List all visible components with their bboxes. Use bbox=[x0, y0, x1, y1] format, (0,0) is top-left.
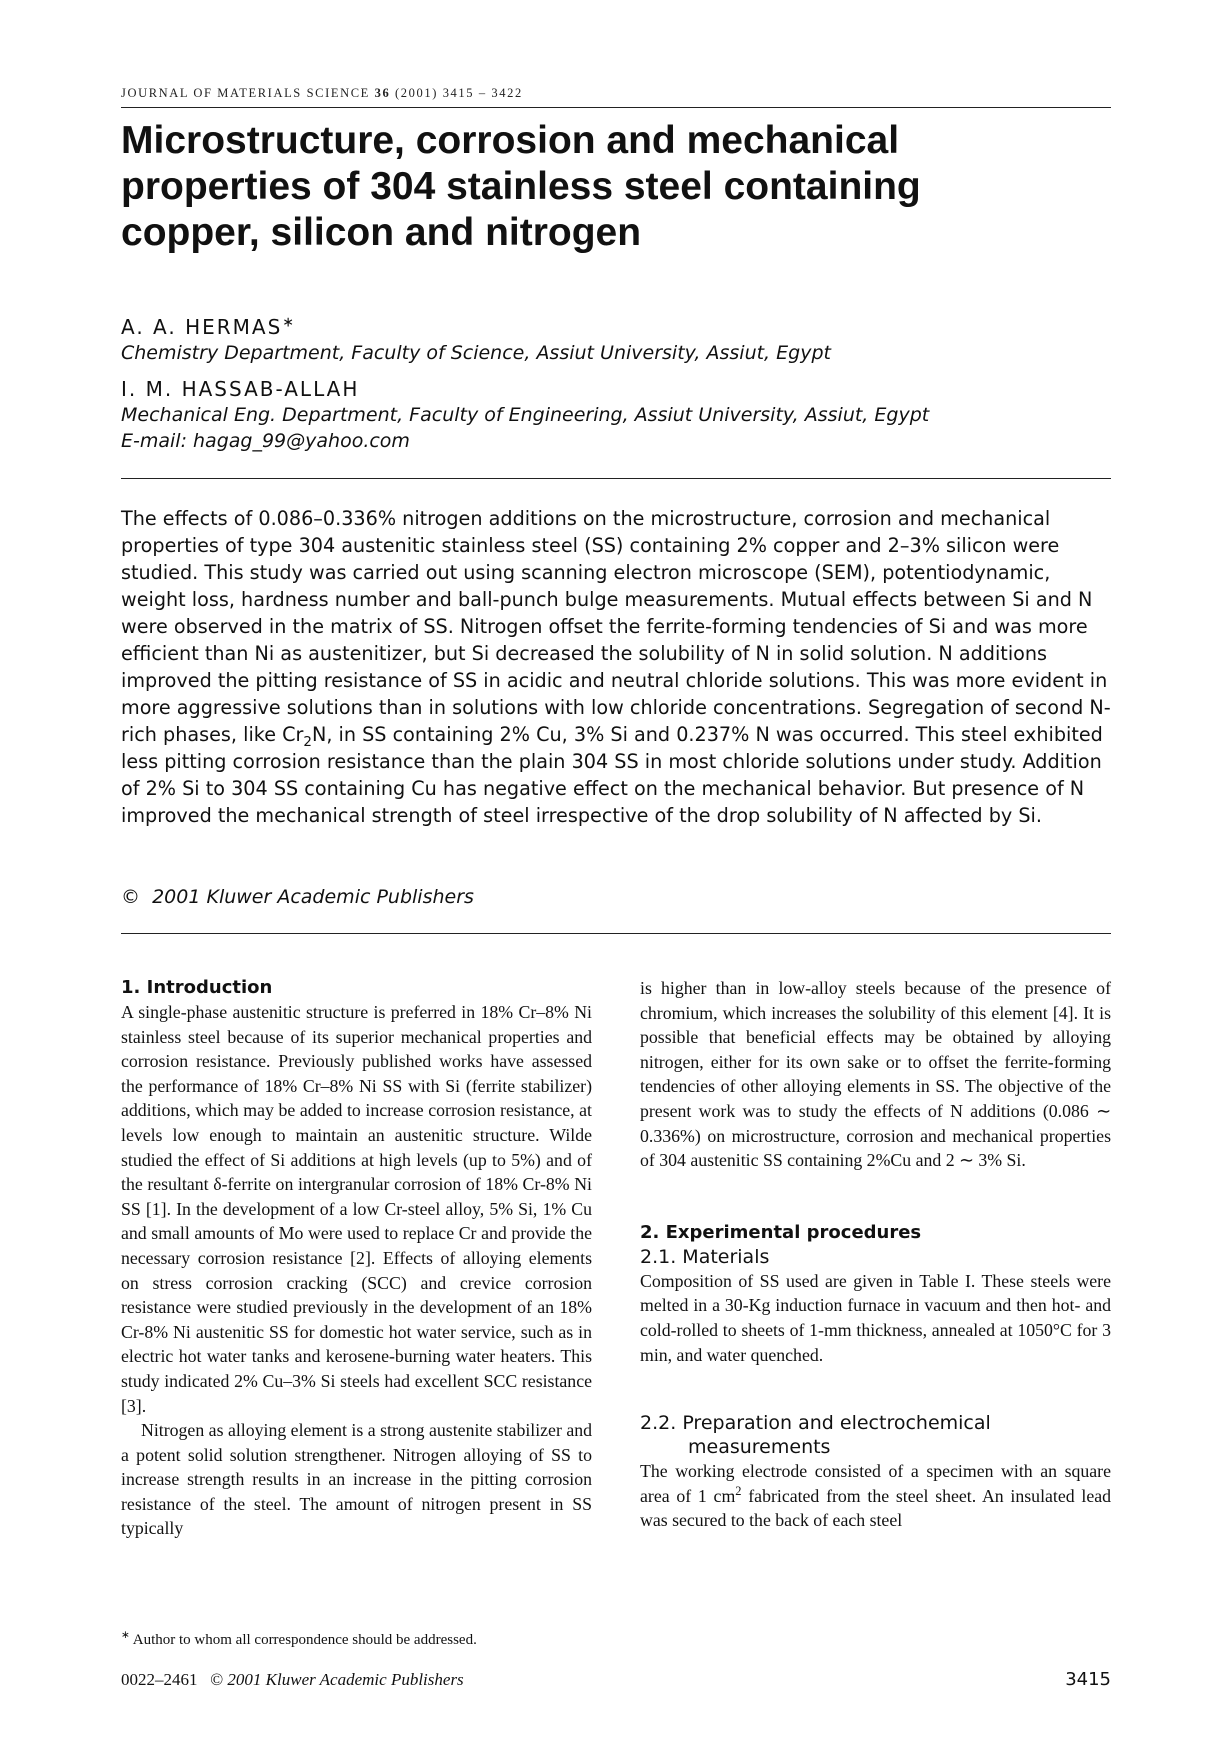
issn: 0022–2461 bbox=[121, 1670, 198, 1689]
journal-name: JOURNAL OF MATERIALS SCIENCE bbox=[121, 86, 370, 100]
author-footnote-marker: ∗ bbox=[282, 314, 297, 331]
footer-publisher: 2001 Kluwer Academic Publishers bbox=[227, 1670, 464, 1689]
right-column bbox=[640, 976, 1111, 1533]
intro-paragraph-1: A single-phase austenitic structure is preferred in 18% Cr–8% Ni stainless steel because of its superior mechanical properties and corrosion resistance. Previously published works have assessed the performance of 18% Cr–8% Ni SS with Si (ferrite stabilizer) additions, which may be added to increase corrosion resistance, at levels low enough to maintain an austenitic structure. Wilde studied the effect of Si additions at high levels (up to 5%) and of the resultant δ-ferrite on intergranular corrosion of 18% Cr-8% Ni SS [1]. In the development of a low Cr-steel alloy, 5% Si, 1% Cu and small amounts of Mo were used to replace Cr and provide the necessary corrosion resistance [2]. Effects of alloying elements on stress corrosion cracking (SCC) and crevice corrosion resistance were studied previously in the development of an 18% Cr-8% Ni austenitic SS for domestic hot water service, such as in electric hot water tanks and kerosene-burning water heaters. This study indicated 2% Cu–3% Si steels had excellent SCC resistance [3]. bbox=[121, 1002, 592, 1416]
paper-page bbox=[121, 0, 1111, 1748]
author-block bbox=[121, 314, 1111, 454]
abstract-bottom-rule bbox=[121, 933, 1111, 934]
materials-paragraph: Composition of SS used are given in Table I. These steels were melted in a 30-Kg induction furnace in vacuum and then hot- and cold-rolled to sheets of 1-mm thickness, annealed at 1050°C for 3 min, and water quenched. bbox=[640, 1270, 1111, 1365]
copyright-publisher: 2001 Kluwer Academic Publishers bbox=[152, 886, 474, 908]
journal-volume: 36 bbox=[374, 86, 391, 100]
intro-paragraph-2: Nitrogen as alloying element is a strong austenite stabilizer and a potent solid solution strengthener. Nitrogen alloying of SS to increase strength results in an increase in the pitting corrosion resistance of the steel. The amount of nitrogen present in SS typically bbox=[121, 1420, 592, 1539]
paper-title: Microstructure, corrosion and mechanical properties of 304 stainless steel containing copper, silicon and nitrogen bbox=[121, 119, 921, 254]
author-affiliation-2: Mechanical Eng. Department, Faculty of Engineering, Assiut University, Assiut, Egypt bbox=[121, 404, 930, 426]
abstract-text: The effects of 0.086–0.336% nitrogen additions on the microstructure, corrosion and mechanical properties of type 304 austenitic stainless steel (SS) containing 2% copper and 2–3% silicon were studied. This study was carried out using scanning electron microscope (SEM), potentiodynamic, weight loss, hardness number and ball-punch bulge measurements. Mutual effects between Si and N were observed in the matrix of SS. Nitrogen offset the ferrite-forming tendencies of Si and was more efficient than Ni as austenitizer, but Si decreased the solubility of N in solid solution. N additions improved the pitting resistance of SS in acidic and neutral chloride solutions. This was more evident in more aggressive solutions than in solutions with low chloride concentrations. Segregation of second N-rich phases, like $Cr_2N$, in SS containing 2% Cu, 3% Si and 0.237% N was occurred. This steel exhibited less pitting corrosion resistance than the plain 304 SS in most chloride solutions under study. Addition of 2% Si to 304 SS containing Cu has negative effect on the mechanical behavior. But presence of N improved the mechanical strength of steel irrespective of the drop solubility of N affected by Si. bbox=[121, 507, 1111, 827]
subsection-heading-materials: 2.1. Materials bbox=[640, 1245, 770, 1268]
author-email: E-mail: hagag_99@yahoo.com bbox=[121, 430, 410, 452]
section-heading-experimental: 2. Experimental procedures bbox=[640, 1221, 922, 1243]
footer-copyright-symbol: © bbox=[210, 1670, 224, 1689]
author-name-1: A. A. HERMAS∗ bbox=[121, 314, 297, 339]
header-rule bbox=[121, 107, 1111, 108]
running-head bbox=[121, 86, 1111, 101]
section-heading-introduction: 1. Introduction bbox=[121, 977, 273, 998]
abstract-copyright bbox=[121, 884, 474, 910]
subsection-heading-preparation: 2.2. Preparation and electrochemical measurements bbox=[640, 1412, 991, 1459]
page-number: 3415 bbox=[1065, 1669, 1111, 1690]
footnote-text: Author to whom all correspondence should be addressed. bbox=[132, 1632, 477, 1648]
preparation-paragraph: The working electrode consisted of a specimen with an square area of 1 $cm^2$ fabricated from the steel sheet. An insulated lead was secured to the back of each steel bbox=[640, 1461, 1111, 1531]
intro-paragraph-2-continued: is higher than in low-alloy steels because of the presence of chromium, which increases the solubility of this element [4]. It is possible that beneficial effects may be obtained by alloying nitrogen, either for its own sake or to offset the ferrite-forming tendencies of other alloying elements in SS. The objective of the present work was to study the effects of N additions (0.086 ∼ 0.336%) on microstructure, corrosion and mechanical properties of 304 austenitic SS containing 2%Cu and 2 ∼ 3% Si. bbox=[640, 978, 1111, 1171]
author-name-2: I. M. HASSAB-ALLAH bbox=[121, 377, 360, 401]
footnote-marker: ∗ bbox=[121, 1630, 130, 1641]
page-footer bbox=[121, 1670, 1111, 1690]
author-footnote bbox=[121, 1632, 477, 1649]
abstract-top-rule bbox=[121, 478, 1111, 479]
author-affiliation-1: Chemistry Department, Faculty of Science, Assiut University, Assiut, Egypt bbox=[121, 342, 831, 364]
left-column bbox=[121, 976, 592, 1541]
copyright-symbol: © bbox=[121, 886, 140, 908]
journal-year-pages: (2001) 3415 – 3422 bbox=[395, 86, 523, 100]
